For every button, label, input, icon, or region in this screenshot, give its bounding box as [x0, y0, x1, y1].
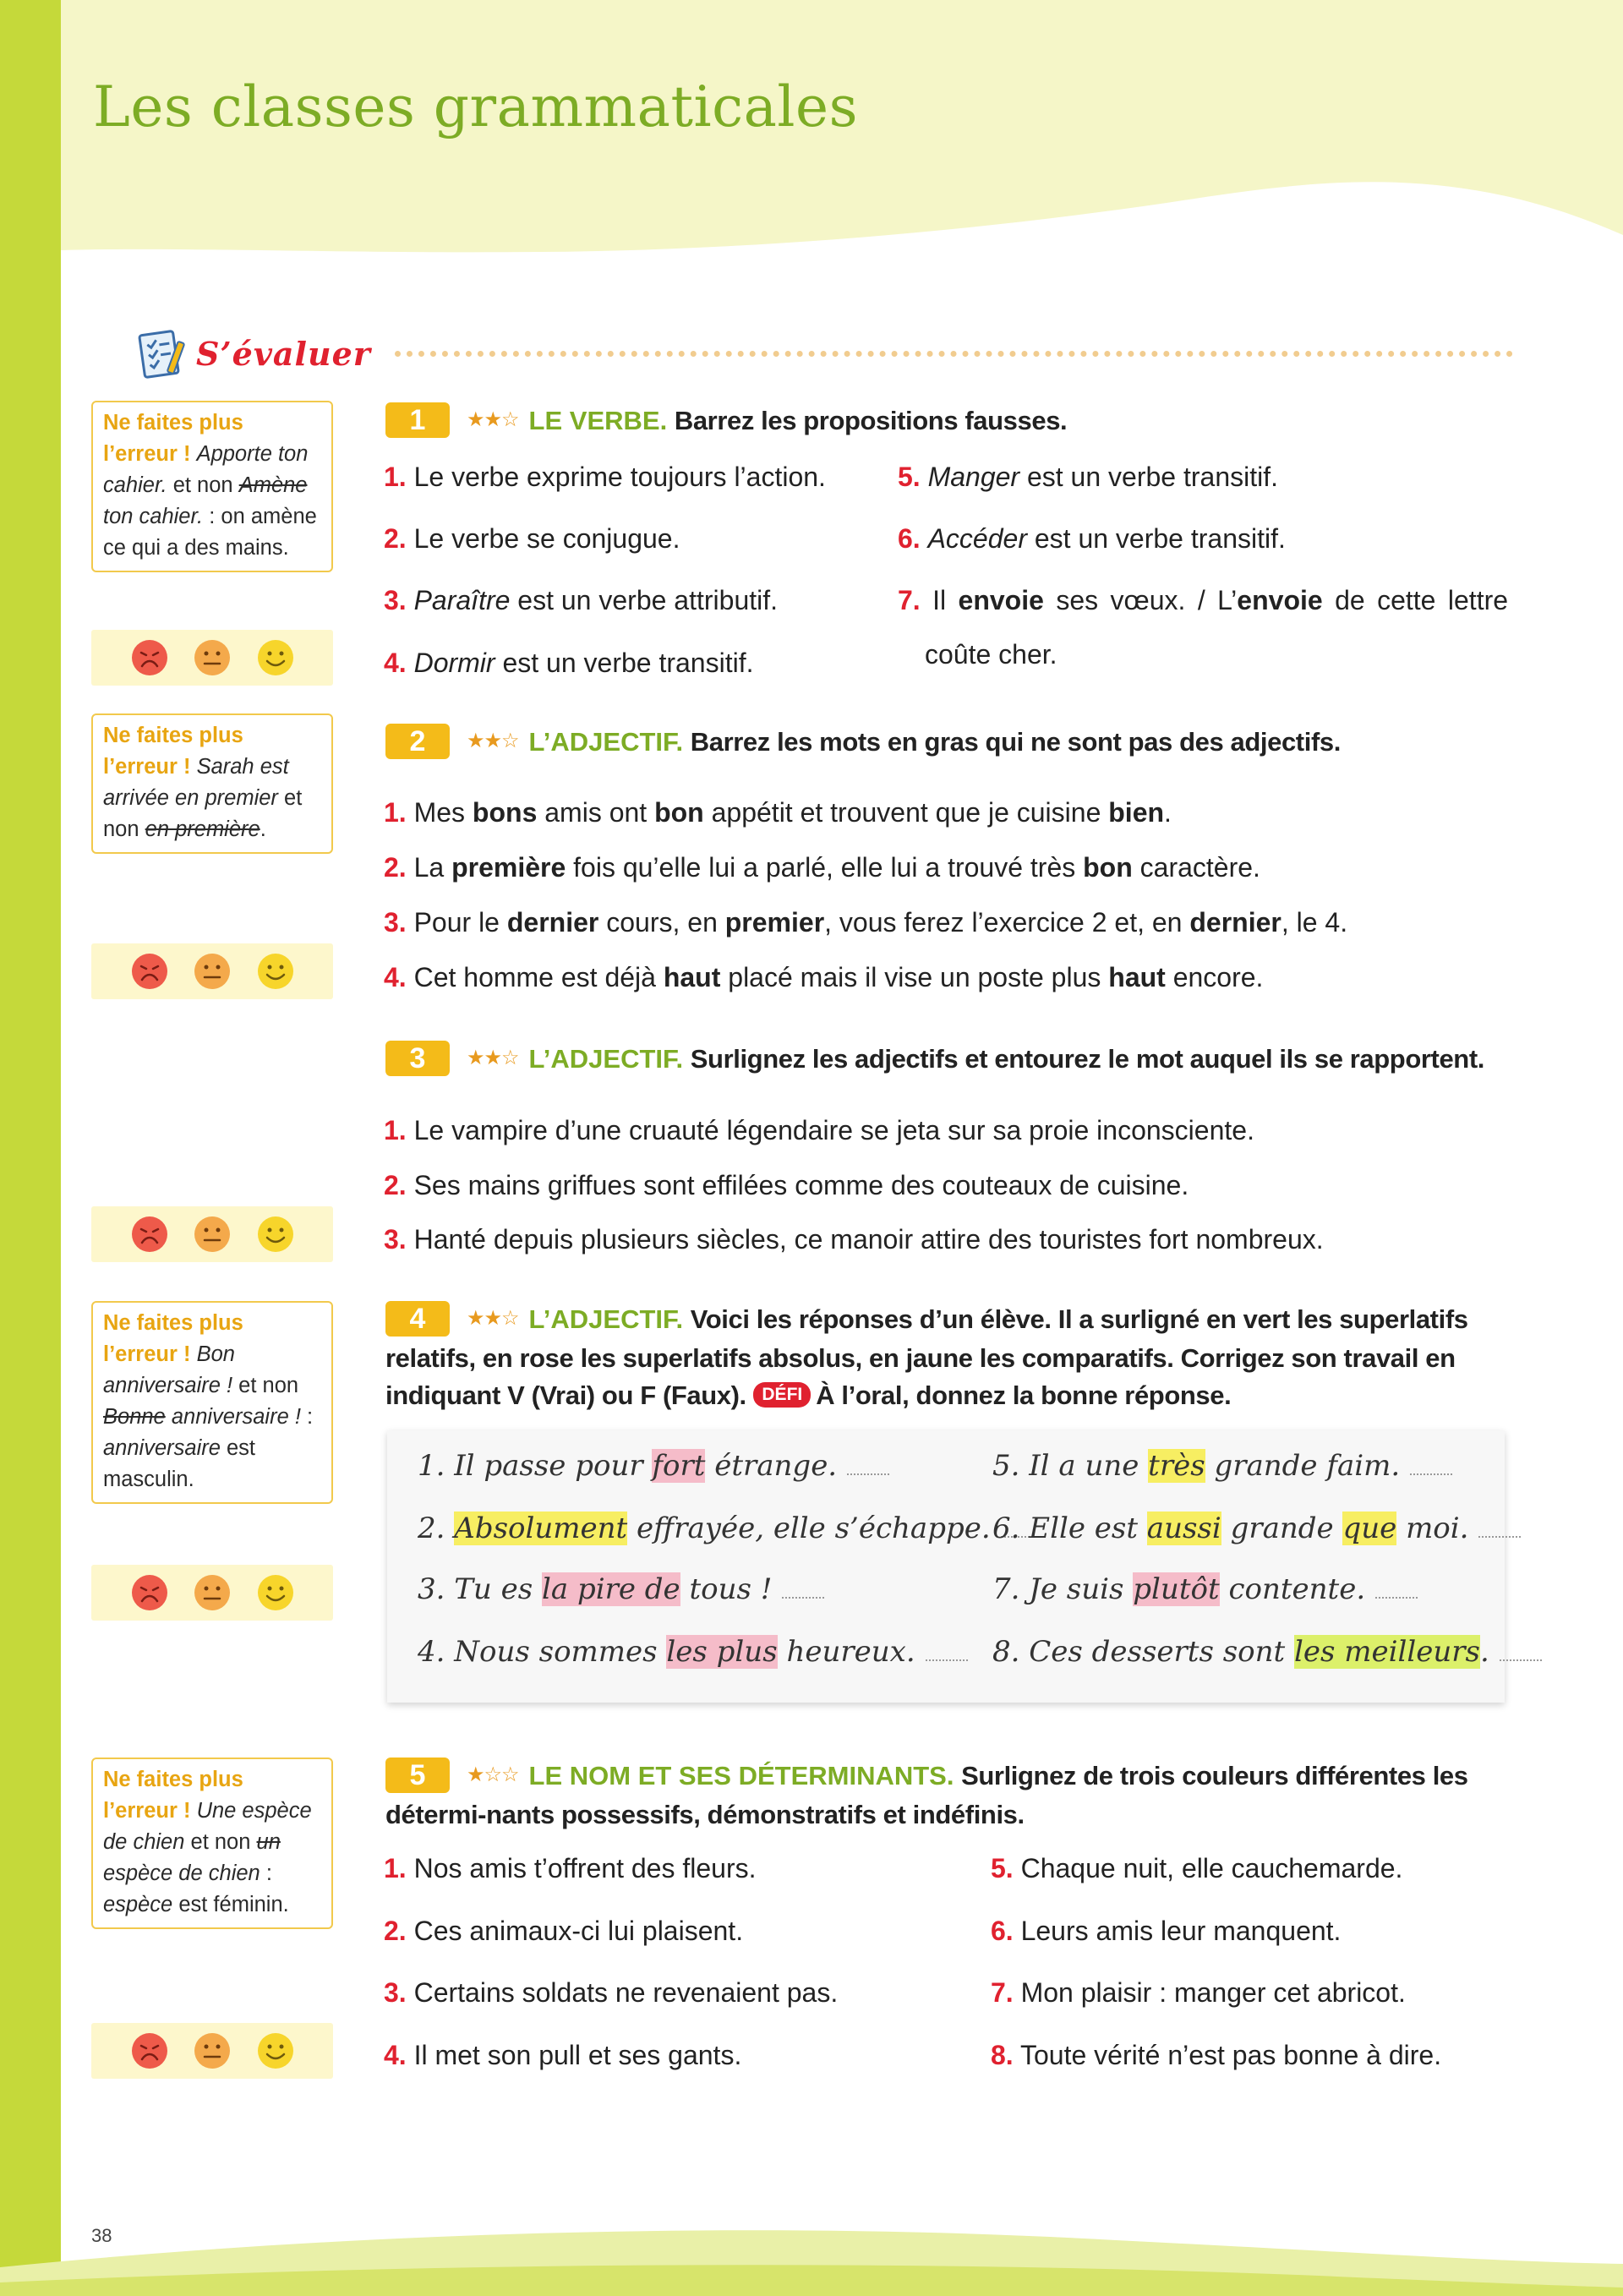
exercise-1-header: [385, 402, 1510, 441]
exercise-item[interactable]: [384, 1974, 838, 2011]
item-text: Le vampire d’une cruauté légendaire se jeta sur sa proie inconsciente.: [413, 1115, 1254, 1145]
item-text: Cet homme est déjà: [413, 962, 656, 992]
handwritten-line: [418, 1571, 824, 1608]
item-number: 3.: [384, 585, 407, 615]
tip-heading: Ne faites plus l’erreur !: [103, 1311, 243, 1366]
answer-dots[interactable]: [782, 1597, 824, 1599]
handwritten-line: [992, 1571, 1418, 1608]
answer-dots[interactable]: [1500, 1659, 1542, 1661]
exercise-item[interactable]: [991, 1974, 1406, 2011]
item-text: est un verbe transitif.: [1026, 462, 1278, 492]
section-header: [135, 320, 1513, 387]
item-bold-word[interactable]: dernier: [1189, 907, 1281, 938]
item-text: , vous ferez l’exercice 2 et, en: [824, 907, 1183, 938]
hw-text: heureux.: [786, 1635, 915, 1669]
hw-text: tous !: [689, 1572, 773, 1606]
hw-text: 1. Il passe pour: [418, 1449, 643, 1483]
item-text: .: [1164, 797, 1172, 828]
exercise-category: LE VERBE.: [528, 406, 668, 435]
handwritten-line: [992, 1633, 1542, 1670]
tip-heading: Ne faites plus l’erreur !: [103, 1768, 243, 1823]
difficulty-stars: ★★☆: [467, 407, 519, 431]
exercise-item-continuation: [925, 636, 1057, 673]
hw-text: étrange.: [714, 1449, 838, 1483]
item-number: 3.: [384, 1224, 407, 1255]
defi-badge: DÉFI: [753, 1382, 811, 1408]
exercise-item[interactable]: [384, 644, 753, 681]
happy-face-icon[interactable]: [256, 1215, 295, 1254]
tip-box: [91, 1758, 333, 1929]
hw-highlight-yellow: Absolument: [454, 1512, 628, 1545]
item-number: 6.: [898, 523, 921, 554]
tip-box: [91, 401, 333, 572]
item-bold-word[interactable]: première: [451, 852, 566, 883]
difficulty-stars: ★★☆: [467, 1306, 519, 1330]
tip-text: et non: [103, 786, 303, 841]
sad-face-icon[interactable]: [130, 1215, 169, 1254]
exercise-item[interactable]: [384, 904, 1347, 941]
exercise-instruction: Voici les réponses d’un élève. Il a surligné en vert les superlatifs relatifs, en rose les superlatifs absolus, en jaune les comparatifs. Corrigez son travail en indiquant V (Vrai) ou F (Faux).: [385, 1304, 1468, 1410]
exercise-item[interactable]: [898, 458, 1278, 495]
item-bold-word[interactable]: bon: [654, 797, 704, 828]
item-number: 2.: [384, 523, 407, 554]
item-text: Ces animaux-ci lui plaisent.: [413, 1916, 744, 1946]
tip-explanation: : on amène ce qui a des mains.: [103, 505, 317, 560]
hw-text: moi.: [1406, 1512, 1469, 1545]
hw-text: .: [1479, 1635, 1489, 1669]
happy-face-icon[interactable]: [256, 952, 295, 991]
tip-text: :: [307, 1405, 314, 1429]
exercise-item[interactable]: [991, 1850, 1402, 1887]
item-number: 7.: [991, 1977, 1014, 2008]
exercise-category: LE NOM ET SES DÉTERMINANTS.: [528, 1761, 954, 1790]
tip-explanation: est féminin.: [178, 1893, 289, 1916]
item-text: amis ont: [544, 797, 648, 828]
item-text: Il: [932, 585, 947, 615]
item-text: Le verbe se conjugue.: [413, 523, 680, 554]
difficulty-stars: ★☆☆: [467, 1763, 519, 1786]
item-bold-word[interactable]: haut: [1108, 962, 1166, 992]
item-text: caractère.: [1139, 852, 1260, 883]
exercise-number: 2: [385, 724, 450, 759]
exercise-category: L’ADJECTIF.: [528, 1304, 684, 1334]
hw-highlight-pink: fort: [652, 1449, 706, 1483]
tip-heading: Ne faites plus l’erreur !: [103, 724, 243, 779]
hw-text: 3. Tu es: [418, 1572, 533, 1606]
exercise-item[interactable]: [991, 1912, 1341, 1949]
item-text: de cette lettre: [1335, 585, 1509, 615]
hw-highlight-pink: les plus: [666, 1635, 778, 1669]
exercise-item[interactable]: [991, 2036, 1441, 2074]
exercise-item[interactable]: [898, 520, 1286, 557]
item-text: Ses mains griffues sont effilées comme des couteaux de cuisine.: [413, 1170, 1189, 1200]
tip-wrong: un: [256, 1830, 281, 1854]
handwritten-line: [992, 1510, 1521, 1547]
item-number: 1.: [384, 462, 407, 492]
sad-face-icon[interactable]: [130, 2031, 169, 2070]
item-term: Paraître: [413, 585, 511, 615]
answer-dots[interactable]: [847, 1473, 889, 1475]
tip-correct: Bon anniversaire !: [103, 1342, 235, 1397]
item-number: 2.: [384, 1170, 407, 1200]
page-title: Les classes grammaticales: [93, 74, 858, 139]
exercise-item[interactable]: [384, 849, 1260, 886]
tip-explanation: est masculin.: [103, 1436, 256, 1491]
hw-text: grande faim.: [1214, 1449, 1401, 1483]
hw-highlight-yellow: très: [1148, 1449, 1205, 1483]
self-assessment-bar: [91, 1206, 333, 1262]
student-answers-sheet: [387, 1430, 1505, 1703]
hw-text: 5. Il a une: [992, 1449, 1139, 1483]
exercise-item[interactable]: [384, 458, 826, 495]
item-number: 2.: [384, 1916, 407, 1946]
exercise-number: 4: [385, 1301, 450, 1337]
happy-face-icon[interactable]: [256, 1573, 295, 1612]
hw-highlight-yellow: que: [1342, 1512, 1397, 1545]
item-number: 1.: [384, 1115, 407, 1145]
hw-highlight-pink: plutôt: [1133, 1572, 1220, 1606]
item-number: 4.: [384, 2040, 407, 2070]
sad-face-icon[interactable]: [130, 952, 169, 991]
item-text: fois qu’elle lui a parlé, elle lui a trouvé très: [573, 852, 1076, 883]
sad-face-icon[interactable]: [130, 1573, 169, 1612]
tip-correct: Sarah est arrivée en premier: [103, 755, 289, 810]
neutral-face-icon[interactable]: [193, 638, 232, 677]
item-number: 8.: [991, 2040, 1014, 2070]
answer-dots[interactable]: [1478, 1536, 1521, 1538]
item-term: Accéder: [927, 523, 1027, 554]
handwritten-line: [992, 1447, 1452, 1484]
item-text: Nos amis t’offrent des fleurs.: [413, 1853, 757, 1883]
item-text: encore.: [1172, 962, 1264, 992]
hw-text: grande: [1230, 1512, 1334, 1545]
exercise-instruction: Barrez les mots en gras qui ne sont pas des adjectifs.: [690, 727, 1341, 757]
item-term: Manger: [927, 462, 1020, 492]
item-term: Dormir: [413, 648, 495, 678]
self-assessment-bar: [91, 630, 333, 686]
item-text: appétit et trouvent que je cuisine: [711, 797, 1101, 828]
item-bold-word[interactable]: bien: [1108, 797, 1165, 828]
handwritten-line: [418, 1510, 1043, 1547]
tip-heading: Ne faites plus l’erreur !: [103, 411, 243, 466]
item-bold-word: envoie: [1237, 585, 1323, 615]
item-bold-word[interactable]: bons: [472, 797, 538, 828]
sad-face-icon[interactable]: [130, 638, 169, 677]
tip-explanation-term: espèce: [103, 1893, 173, 1916]
tip-correct: Une espèce de chien: [103, 1799, 312, 1854]
item-text: Toute vérité n’est pas bonne à dire.: [1020, 2040, 1442, 2070]
hw-text: 2.: [418, 1512, 445, 1545]
item-text: est un verbe attributif.: [517, 585, 779, 615]
item-text: cours, en: [606, 907, 718, 938]
self-assessment-bar: [91, 943, 333, 999]
self-assessment-bar: [91, 1565, 333, 1621]
answer-dots[interactable]: [926, 1659, 968, 1661]
exercise-item[interactable]: [384, 1221, 1324, 1258]
item-number: 1.: [384, 797, 407, 828]
item-number: 3.: [384, 907, 407, 938]
item-number: 5.: [991, 1853, 1014, 1883]
hw-text: 7. Je suis: [992, 1572, 1124, 1606]
item-text: Le verbe exprime toujours l’action.: [413, 462, 826, 492]
exercise-category: L’ADJECTIF.: [528, 727, 684, 757]
item-text: Certains soldats ne revenaient pas.: [413, 1977, 839, 2008]
item-bold-word[interactable]: premier: [724, 907, 825, 938]
item-bold-word[interactable]: haut: [663, 962, 721, 992]
item-text: Chaque nuit, elle cauchemarde.: [1020, 1853, 1403, 1883]
section-title: S’évaluer: [196, 334, 371, 373]
exercise-item[interactable]: [384, 959, 1263, 996]
answer-dots[interactable]: [1375, 1597, 1418, 1599]
exercise-instruction: Surlignez les adjectifs et entourez le mot auquel ils se rapportent.: [690, 1044, 1484, 1074]
item-text: La: [413, 852, 445, 883]
hw-text: effrayée, elle s’échappe.: [637, 1512, 991, 1545]
hw-text: contente.: [1228, 1572, 1366, 1606]
tip-wrong: Amène: [238, 473, 308, 497]
exercise-number: 5: [385, 1758, 450, 1793]
tip-box: [91, 713, 333, 854]
tip-wrong-rest: espèce de chien: [103, 1861, 260, 1885]
handwritten-line: [418, 1447, 889, 1484]
hw-text: 6. Elle est: [992, 1512, 1138, 1545]
hw-text: 4. Nous sommes: [418, 1635, 658, 1669]
item-text: Il met son pull et ses gants.: [413, 2040, 742, 2070]
exercise-item[interactable]: [384, 1112, 1254, 1149]
tip-box: [91, 1301, 333, 1504]
hw-highlight-green: les meilleurs: [1294, 1635, 1480, 1669]
exercise-number: 3: [385, 1041, 450, 1076]
happy-face-icon[interactable]: [256, 2031, 295, 2070]
happy-face-icon[interactable]: [256, 638, 295, 677]
item-text: Hanté depuis plusieurs siècles, ce manoir attire des touristes fort nombreux.: [413, 1224, 1324, 1255]
exercise-category: L’ADJECTIF.: [528, 1044, 684, 1074]
item-text: Mes: [413, 797, 466, 828]
neutral-face-icon[interactable]: [193, 952, 232, 991]
item-number: 7.: [898, 585, 921, 615]
exercise-item[interactable]: [384, 794, 1172, 831]
page-number: 38: [91, 2225, 112, 2246]
exercise-item[interactable]: [384, 1167, 1189, 1204]
exercise-instruction-oral: À l’oral, donnez la bonne réponse.: [816, 1380, 1232, 1410]
exercise-item[interactable]: [384, 520, 680, 557]
item-text: ses vœux. / L’: [1056, 585, 1238, 615]
item-text: Leurs amis leur manquent.: [1020, 1916, 1342, 1946]
exercise-item[interactable]: [384, 2036, 741, 2074]
exercise-4-header: [385, 1301, 1510, 1414]
tip-text: et non: [238, 1374, 299, 1397]
difficulty-stars: ★★☆: [467, 729, 519, 752]
exercise-5-header: [385, 1758, 1510, 1834]
tip-wrong: Bonne: [103, 1405, 166, 1429]
exercise-instruction: Barrez les propositions fausses.: [674, 406, 1068, 435]
item-text: placé mais il vise un poste plus: [728, 962, 1101, 992]
exercise-3-header: [385, 1041, 1510, 1080]
hw-highlight-pink: la pire de: [542, 1572, 680, 1606]
item-bold-word[interactable]: bon: [1083, 852, 1133, 883]
tip-text: .: [260, 817, 266, 841]
item-text: Mon plaisir : manger cet abricot.: [1020, 1977, 1406, 2008]
exercise-instruction: Surlignez de trois couleurs différentes les détermi-nants possessifs, démonstratifs et indéfinis.: [385, 1761, 1468, 1829]
item-number: 1.: [384, 1853, 407, 1883]
item-bold-word: envoie: [958, 585, 1044, 615]
tip-text: :: [265, 1861, 272, 1885]
hw-text: 8. Ces desserts sont: [992, 1635, 1286, 1669]
checklist-icon: [135, 326, 189, 380]
tip-correct: Apporte ton cahier.: [103, 442, 309, 497]
item-text: coûte cher.: [925, 639, 1057, 670]
exercise-item[interactable]: [898, 582, 1508, 619]
exercise-number: 1: [385, 402, 450, 438]
item-bold-word[interactable]: dernier: [506, 907, 599, 938]
neutral-face-icon[interactable]: [193, 1215, 232, 1254]
item-number: 4.: [384, 648, 407, 678]
item-text: est un verbe transitif.: [1034, 523, 1286, 554]
item-text: est un verbe transitif.: [502, 648, 754, 678]
tip-wrong-rest: anniversaire !: [171, 1405, 301, 1429]
exercise-item[interactable]: [384, 1912, 743, 1949]
difficulty-stars: ★★☆: [467, 1046, 519, 1069]
item-text: Pour le: [413, 907, 500, 938]
tip-text: et non: [190, 1830, 251, 1854]
tip-explanation-term: anniversaire: [103, 1436, 221, 1460]
exercise-item[interactable]: [384, 582, 778, 619]
answer-dots[interactable]: [1410, 1473, 1452, 1475]
item-number: 5.: [898, 462, 921, 492]
dotted-divider: [395, 351, 1513, 357]
tip-text: et non: [172, 473, 233, 497]
neutral-face-icon[interactable]: [193, 2031, 232, 2070]
item-number: 6.: [991, 1916, 1014, 1946]
hw-highlight-yellow: aussi: [1146, 1512, 1221, 1545]
item-text: , le 4.: [1281, 907, 1348, 938]
self-assessment-bar: [91, 2023, 333, 2079]
exercise-2-header: [385, 724, 1510, 763]
exercise-item[interactable]: [384, 1850, 756, 1887]
item-number: 2.: [384, 852, 407, 883]
item-number: 4.: [384, 962, 407, 992]
tip-wrong: en première: [145, 817, 260, 841]
neutral-face-icon[interactable]: [193, 1573, 232, 1612]
item-number: 3.: [384, 1977, 407, 2008]
handwritten-line: [418, 1633, 968, 1670]
tip-wrong-rest: ton cahier.: [103, 505, 204, 528]
